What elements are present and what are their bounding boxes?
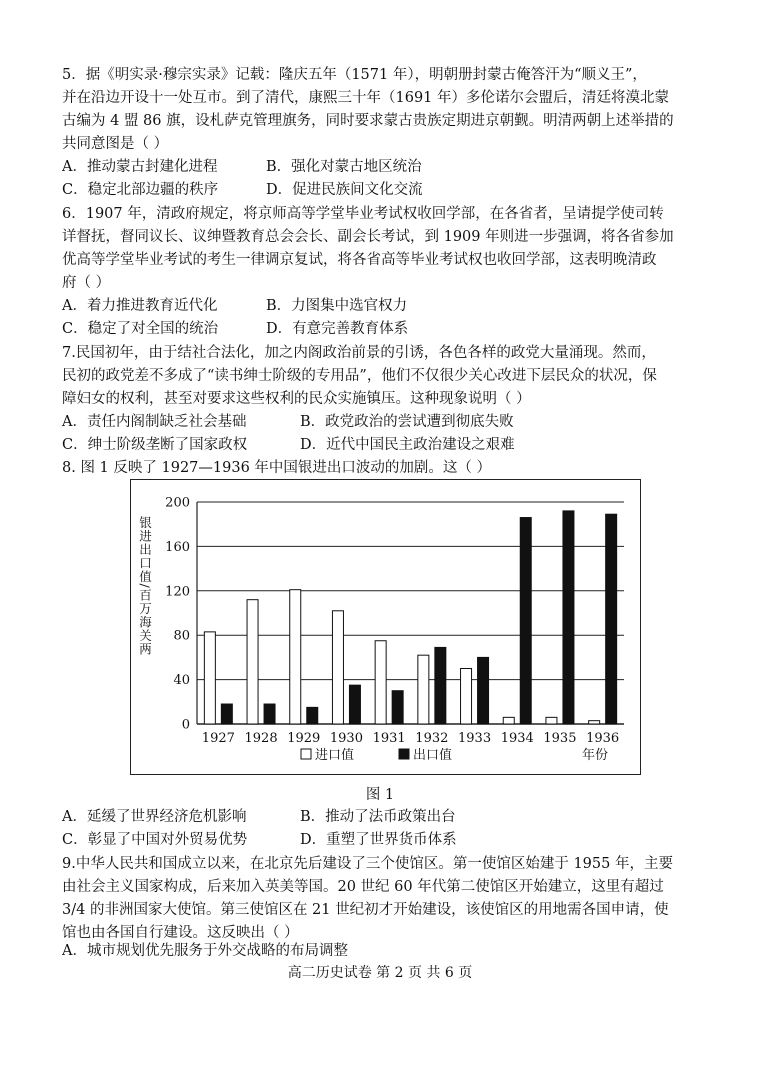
y-tick-label: 160 <box>165 539 190 555</box>
legend-swatch-export <box>399 749 409 759</box>
x-tick-label: 1930 <box>329 731 363 746</box>
question-9-line-4: 馆也由各国自行建设。这反映出（ ） <box>62 925 299 941</box>
import-bar-1935 <box>546 717 557 724</box>
x-tick-label: 1934 <box>500 731 534 746</box>
option-c[interactable]: C．稳定北部边疆的秩序 <box>62 182 219 198</box>
option-a[interactable]: A．城市规划优先服务于外交战略的布局调整 <box>62 943 348 959</box>
x-tick-label: 1931 <box>372 731 406 746</box>
export-bar-1933 <box>478 657 489 724</box>
question-7-line-2: 民初的政党差不多成了“读书绅士阶级的专用品”，他们不仅很少关心改进下层民众的状况，保 <box>62 368 657 384</box>
export-bar-1936 <box>606 514 617 724</box>
y-tick-label: 80 <box>173 628 190 644</box>
option-a[interactable]: A．着力推进教育近代化 <box>62 298 218 314</box>
legend-label-export: 出口值 <box>413 748 453 763</box>
question-9-line-3: 3/4 的非洲国家大使馆。第三使馆区在 21 世纪初才开始建设，该使馆区的用地需各国申请，使 <box>62 902 669 918</box>
option-b[interactable]: B．推动了法币政策出台 <box>300 809 456 825</box>
x-axis-label: 年份 <box>582 748 609 763</box>
import-bar-1933 <box>461 669 472 725</box>
option-b[interactable]: B．政党政治的尝试遭到彻底失败 <box>300 414 514 430</box>
y-tick-label: 120 <box>165 584 190 600</box>
question-8-stem: 8. 图 1 反映了 1927—1936 年中国银进出口波动的加剧。这（ ） <box>62 460 492 476</box>
legend-swatch-import <box>301 749 311 759</box>
x-tick-label: 1932 <box>415 731 449 746</box>
legend-label-import: 进口值 <box>315 748 355 763</box>
option-a[interactable]: A．延缓了世界经济危机影响 <box>62 809 247 825</box>
question-5-line-1: 5．据《明实录·穆宗实录》记载：隆庆五年（1571 年），明朝册封蒙古俺答汗为“顺义王”， <box>62 67 647 83</box>
question-5-line-3: 古编为 4 盟 86 旗，设札萨克管理旗务，同时要求蒙古贵族定期进京朝觐。明清两朝上述举措的 <box>62 113 674 129</box>
import-bar-1934 <box>503 717 514 724</box>
option-b[interactable]: B．强化对蒙古地区统治 <box>266 159 422 175</box>
page-footer: 高二历史试卷 第 2 页 共 6 页 <box>287 965 473 981</box>
question-6-line-1: 6．1907 年，清政府规定，将京师高等学堂毕业考试权收回学部，在各省者，呈请提学使司转 <box>62 206 664 222</box>
option-c[interactable]: C．彰显了中国对外贸易优势 <box>62 832 248 848</box>
y-axis-label: 银进出口值/百万海关两 <box>137 516 153 657</box>
question-9-line-1: 9.中华人民共和国成立以来，在北京先后建设了三个使馆区。第一使馆区始建于 1955 年，主要 <box>62 856 673 872</box>
import-bar-1936 <box>589 721 600 724</box>
export-bar-1928 <box>264 704 275 724</box>
option-d[interactable]: D．有意完善教育体系 <box>266 321 409 337</box>
export-bar-1931 <box>392 691 403 724</box>
import-bar-1932 <box>418 655 429 724</box>
import-bar-1931 <box>375 641 386 724</box>
x-tick-label: 1929 <box>287 731 321 746</box>
import-bar-1930 <box>332 611 343 724</box>
option-b[interactable]: B．力图集中选官权力 <box>266 298 408 314</box>
question-5-line-4: 共同意图是（ ） <box>62 136 169 152</box>
x-tick-label: 1928 <box>244 731 278 746</box>
option-d[interactable]: D．促进民族间文化交流 <box>266 182 423 198</box>
option-a[interactable]: A．责任内阁制缺乏社会基础 <box>62 414 247 430</box>
import-bar-1927 <box>204 632 215 724</box>
y-tick-label: 0 <box>181 717 190 733</box>
export-bar-1927 <box>221 704 232 724</box>
export-bar-1935 <box>563 511 574 724</box>
x-tick-label: 1933 <box>458 731 492 746</box>
export-bar-1934 <box>520 518 531 724</box>
y-tick-label: 200 <box>165 495 190 511</box>
option-a[interactable]: A．推动蒙古封建化进程 <box>62 159 218 175</box>
figure-1-box <box>130 479 641 775</box>
option-d[interactable]: D．重塑了世界货币体系 <box>300 832 457 848</box>
export-bar-1929 <box>307 707 318 724</box>
import-bar-1928 <box>247 600 258 724</box>
x-tick-label: 1936 <box>586 731 620 746</box>
y-tick-label: 40 <box>173 673 190 689</box>
option-c[interactable]: C．稳定了对全国的统治 <box>62 321 219 337</box>
figure-1-caption: 图 1 <box>365 787 395 803</box>
question-6-line-3: 优高等学堂毕业考试的考生一律调京复试，将各省高等毕业考试权也收回学部，这表明晚清政 <box>62 252 657 268</box>
question-6-line-2: 详督抚，督同议长、议绅暨教育总会会长、副会长考试，到 1909 年则进一步强调，将各省参加 <box>62 229 674 245</box>
option-c[interactable]: C．绅士阶级垄断了国家政权 <box>62 437 248 453</box>
question-6-line-4: 府（ ） <box>62 275 111 291</box>
import-bar-1929 <box>290 590 301 724</box>
question-9-line-2: 由社会主义国家构成，后来加入英美等国。20 世纪 60 年代第二使馆区开始建立，这里有超过 <box>62 879 664 895</box>
x-tick-label: 1935 <box>543 731 577 746</box>
option-d[interactable]: D．近代中国民主政治建设之艰难 <box>300 437 515 453</box>
question-5-line-2: 并在沿边开设十一处互市。到了清代，康熙三十年（1691 年）多伦诺尔会盟后，清廷将漠北蒙 <box>62 90 670 106</box>
export-bar-1932 <box>435 647 446 724</box>
question-7-line-3: 障妇女的权利，甚至对要求这些权利的民众实施镇压。这种现象说明（ ） <box>62 391 531 407</box>
export-bar-1930 <box>349 685 360 724</box>
x-tick-label: 1927 <box>201 731 235 746</box>
question-7-line-1: 7.民国初年，由于结社合法化，加之内阁政治前景的引诱，各色各样的政党大量涌现。然而， <box>62 345 656 361</box>
silver-trade-bar-chart <box>131 480 639 773</box>
